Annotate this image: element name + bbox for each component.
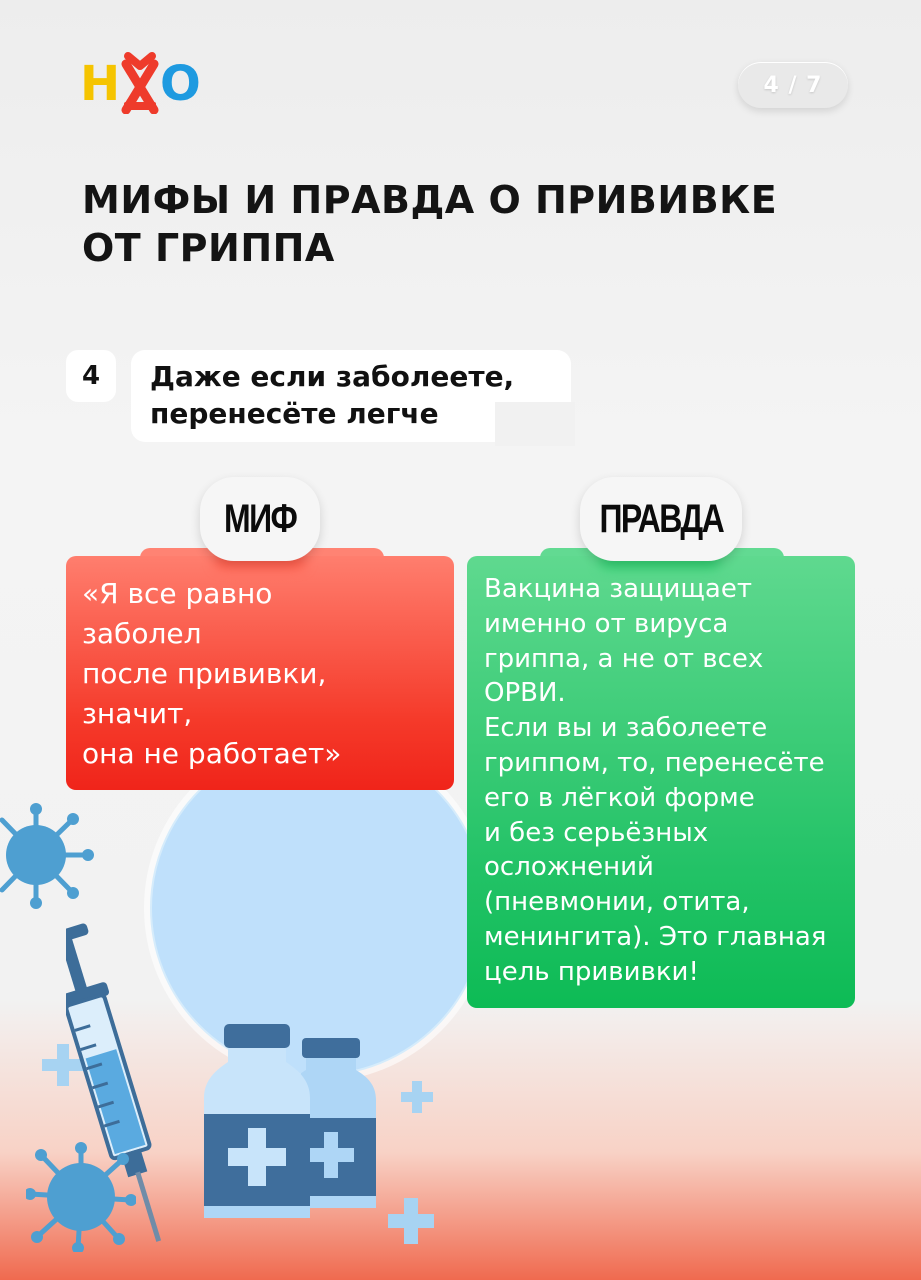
truth-text-line: именно от вируса (484, 608, 729, 639)
myth-text-line: она не работает» (82, 737, 342, 770)
myth-text-line: «Я все равно (82, 577, 273, 610)
truth-label (580, 477, 742, 561)
virus-icon (26, 1142, 136, 1252)
plus-icon (386, 1196, 436, 1246)
myth-text-line: заболел (82, 617, 202, 650)
page-title-line-2: ОТ ГРИППА (82, 226, 335, 270)
truth-text-line: Вакцина защищает (484, 574, 752, 604)
page-title (82, 176, 842, 272)
myth-label (200, 477, 320, 561)
truth-label-text: ПРАВДА (599, 496, 723, 541)
truth-text-line: ОРВИ. (484, 678, 566, 709)
item-number-badge: 4 (66, 350, 116, 402)
myth-text-line: после прививки, (82, 657, 327, 690)
item-heading (150, 358, 570, 432)
truth-text-line: цель прививки! (484, 956, 699, 987)
brand-logo (80, 52, 200, 114)
truth-text-line: его в лёгкой форме (484, 782, 755, 813)
myth-text-line: значит, (82, 697, 193, 730)
item-heading-line-1: Даже если заболеете, (150, 360, 515, 393)
page-title-line-1: МИФЫ И ПРАВДА О ПРИВИВКЕ (82, 178, 778, 222)
truth-text (484, 572, 826, 990)
truth-text-line: менингита). Это главная (484, 921, 827, 952)
plus-icon (400, 1080, 434, 1114)
myth-text (82, 574, 341, 774)
truth-text-line: осложнений (484, 852, 654, 883)
item-heading-line-2: перенесёте легче (150, 397, 439, 430)
virus-icon (0, 800, 96, 910)
page-counter: 4 / 7 (738, 62, 848, 108)
truth-card (467, 556, 855, 1008)
truth-text-line: Если вы и заболеете (484, 713, 768, 744)
logo-letter-o: О (160, 56, 201, 112)
truth-text-line: и без серьёзных (484, 817, 709, 848)
logo-cross-icon (120, 52, 160, 114)
myth-label-text: МИФ (223, 496, 297, 541)
vaccine-vial-icon (198, 1022, 388, 1222)
truth-text-line: гриппа, а не от всех (484, 643, 764, 674)
logo-letter-h: Н (80, 56, 121, 112)
truth-text-line: гриппом, то, перенесёте (484, 747, 825, 778)
truth-text-line: (пневмонии, отита, (484, 887, 750, 918)
myth-card (66, 556, 454, 790)
